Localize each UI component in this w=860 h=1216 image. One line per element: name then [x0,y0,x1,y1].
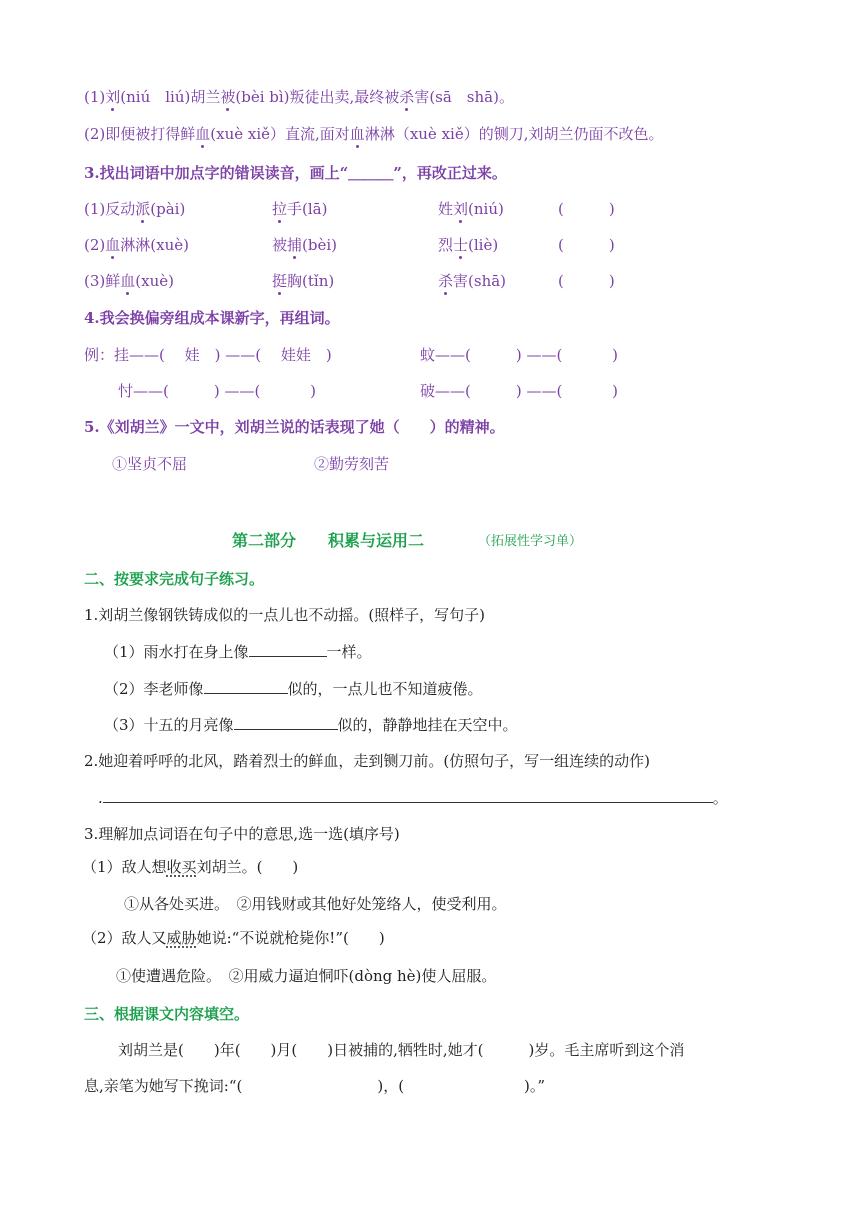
dotted-char: 被 [220,88,236,106]
part-2-heading-note: （拓展性学习单） [478,534,583,549]
question-3-title: 3.找出词语中加点字的错误读音，画上“＿＿＿”，再改正过来。 [84,164,507,182]
dotted-char: 血 [349,125,365,143]
q4-row-2-left: 忖——( ) ——( ) [118,382,316,400]
option-2: ②勤劳刻苦 [314,455,390,473]
q3-word-3: 姓刘(niú) [438,200,504,218]
text-segment: 淋淋（xuè xiě）的铡刀,刘胡兰仍面不改色。 [364,125,664,143]
q3-word-3: 烈士(liè) [438,236,499,254]
sentence-1-title: 1.刘胡兰像钢铁铸成似的一点儿也不动摇。(照样子，写句子) [84,606,486,624]
sentence-3-q1-options: ①从各处买进。 ②用钱财或其他好处笼络人，使受利用。 [124,895,507,913]
q3-word-3: 杀害(shā) [438,272,507,290]
dotted-char: 血 [195,125,211,143]
item-number: (1) [84,88,106,106]
fill-blank[interactable] [234,715,338,730]
section-3-title: 三、根据课文内容填空。 [84,1005,250,1023]
q4-row-2-right: 破——( ) ——( ) [420,382,618,400]
sentence-2-answer-line: . 。 [98,789,728,807]
q3-word-2: 挺胸(tǐn) [272,272,335,290]
sentence-3-title: 3.理解加点词语在句子中的意思,选一选(填序号) [84,825,400,843]
q4-row-1-right: 蚊——( ) ——( ) [420,346,618,364]
fill-blank[interactable] [249,642,327,657]
text-segment: (bèi bì)叛徒出卖,最终被 [235,88,400,106]
section-3-line-1: 刘胡兰是( )年( )月( )日被捕的,牺牲时,她才( )岁。毛主席听到这个消 [118,1041,685,1059]
option-1: ①坚贞不屈 [112,455,188,473]
dotted-char: 刘 [105,88,121,106]
section-2-title: 二、按要求完成句子练习。 [84,570,265,588]
dotted-word: 收买 [166,858,197,876]
answer-blank[interactable]: ( ) [558,200,615,218]
sentence-3-q2: （2）敌人又威胁她说:“不说就枪毙你!”( ) [82,929,385,947]
fill-blank[interactable] [103,788,713,803]
text-segment: (niú liú)胡兰 [120,88,221,106]
q4-example-row: 例：挂——( 娃 ) ——( 娃娃 ) [84,346,332,364]
q3-word-2: 被捕(bèi) [272,236,338,254]
dotted-char: 杀 [399,88,415,106]
text-segment: (xuè xiě）直流,面对 [210,125,350,143]
dotted-word: 威胁 [166,929,197,947]
q3-word-1: (2)血淋淋(xuè) [84,236,189,254]
sentence-2-title: 2.她迎着呼呼的北风，踏着烈士的鲜血，走到铡刀前。(仿照句子，写一组连续的动作) [84,752,651,770]
pinyin-line-1 [84,87,514,107]
text-segment: (2)即便被打得鲜 [84,125,196,143]
question-4-title: 4.我会换偏旁组成本课新字，再组词。 [84,309,340,327]
part-2-heading: 第二部分 积累与运用二 [232,531,425,550]
question-5-title: 5.《刘胡兰》一文中，刘胡兰说的话表现了她（ ）的精神。 [84,418,505,436]
sentence-1-b: （2）李老师像 似的，一点儿也不知道疲倦。 [104,680,483,698]
sentence-1-c: （3）十五的月亮像 似的，静静地挂在天空中。 [104,716,518,734]
sentence-1-a: （1）雨水打在身上像 一样。 [104,643,372,661]
answer-blank[interactable]: ( ) [558,236,615,254]
sentence-3-q2-options: ①使遭遇危险。 ②用威力逼迫恫吓(dòng hè)使人屈服。 [116,967,497,985]
sentence-3-q1: （1）敌人想收买刘胡兰。( ) [82,858,299,876]
answer-blank[interactable]: ( ) [558,272,615,290]
q3-word-1: (1)反动派(pài) [84,200,186,218]
section-3-line-2: 息,亲笔为她写下挽词:“( )，( )。” [84,1077,546,1095]
q3-word-1: (3)鲜血(xuè) [84,272,174,290]
text-segment: 害(sā shā)。 [414,88,514,106]
fill-blank[interactable] [204,679,288,694]
q3-word-2: 拉手(lā) [272,200,328,218]
pinyin-line-2 [84,124,663,144]
